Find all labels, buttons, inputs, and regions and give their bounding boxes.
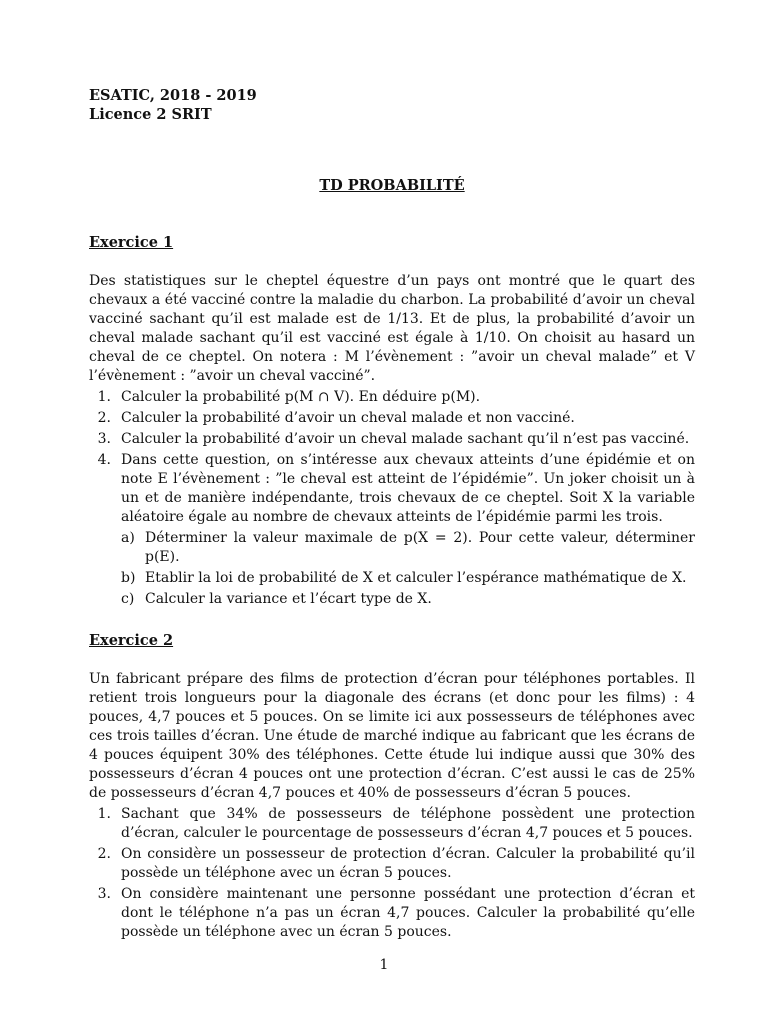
question-text: On considère maintenant une personne possédant une protection d’écran et dont le téléphone n’a pas un écran 4,7 pouces. Calculer la probabilité qu’elle possède un téléphone avec un écran 5 pouces. <box>121 886 695 940</box>
subquestion-text: Calculer la variance et l’écart type de X. <box>145 591 432 607</box>
question-text: Calculer la probabilité d’avoir un cheval malade et non vacciné. <box>121 410 575 426</box>
exercise-2-paragraph: Un fabricant prépare des films de protection d’écran pour téléphones portables. Il retient trois longueurs pour la diagonale des écrans (et donc pour les films) : 4 pouces, 4,7 pouces et 5 pouces. On se limite ici aux possesseurs de téléphones avec ces trois tailles d’écran. Une étude de marché indique au fabricant que les écrans de 4 pouces équipent 30% des téléphones. Cette étude lui indique aussi que 30% des possesseurs d’écran 4 pouces ont une protection d’écran. C’est aussi le cas de 25% de possesseurs d’écran 4,7 pouces et 40% de possesseurs d’écran 5 pouces. <box>89 671 695 801</box>
subquestion-number: b) <box>121 570 136 586</box>
program-level: Licence 2 SRIT <box>89 106 212 123</box>
subquestion-b <box>121 569 695 588</box>
exercise-2-title: Exercice 2 <box>89 632 174 649</box>
exercise-1-paragraph: Des statistiques sur le cheptel équestre d’un pays ont montré que le quart des chevaux a été vacciné contre la maladie du charbon. La probabilité d’avoir un cheval vacciné sachant qu’il est malade est de 1/13. Et de plus, la probabilité d’avoir un cheval malade sachant qu’il est vacciné est égale à 1/10. On choisit au hasard un cheval de ce cheptel. On notera : M l’évènement : ”avoir un cheval malade” et V l’évènement : ”avoir un cheval vacciné”. <box>89 273 695 384</box>
question-text: Calculer la probabilité p(M ∩ V). En déduire p(M). <box>121 389 481 405</box>
question-number: 2. <box>97 846 111 862</box>
question-number: 1. <box>97 389 111 405</box>
exercise-2-question-3 <box>89 885 695 942</box>
exercise-1-title: Exercice 1 <box>89 234 174 251</box>
question-number: 1. <box>97 806 111 822</box>
subquestion-text: Déterminer la valeur maximale de p(X = 2). Pour cette valeur, déterminer p(E). <box>145 530 695 565</box>
document-page <box>89 86 695 942</box>
exercise-2-questions <box>89 805 695 942</box>
question-text: Sachant que 34% de possesseurs de téléphone possèdent une protection d’écran, calculer le pourcentage de possesseurs d’écran 4,7 pouces et 5 pouces. <box>121 806 695 841</box>
subquestion-number: a) <box>121 530 135 546</box>
exercise-1-questions <box>89 388 695 609</box>
question-number: 2. <box>97 410 111 426</box>
question-number: 3. <box>97 431 111 447</box>
exercise-1-question-4 <box>89 451 695 609</box>
question-text: On considère un possesseur de protection d’écran. Calculer la probabilité qu’il possède un téléphone avec un écran 5 pouces. <box>121 846 695 881</box>
exercise-1-question-2 <box>89 409 695 428</box>
exercise-1-question-1 <box>89 388 695 407</box>
subquestion-a <box>121 529 695 567</box>
question-number: 3. <box>97 886 111 902</box>
question-number: 4. <box>97 452 111 468</box>
page-title: TD PROBABILITÉ <box>319 177 465 194</box>
exercise-1-question-3 <box>89 430 695 449</box>
question-text: Calculer la probabilité d’avoir un cheval malade sachant qu’il n’est pas vacciné. <box>121 431 690 447</box>
subquestion-number: c) <box>121 591 135 607</box>
school-year: ESATIC, 2018 - 2019 <box>89 87 257 104</box>
question-text: Dans cette question, on s’intéresse aux chevaux atteints d’une épidémie et on note E l’évènement : ”le cheval est atteint de l’épidémie”. Un joker choisit un à un et de manière indépendante, trois chevaux de ce cheptel. Soit X la variable aléatoire égale au nombre de chevaux atteints de l’épidémie parmi les trois. <box>121 452 695 525</box>
exercise-1-subquestions <box>121 529 695 609</box>
subquestion-c <box>121 590 695 609</box>
page-number: 1 <box>379 957 389 973</box>
exercise-2-question-1 <box>89 805 695 843</box>
subquestion-text: Etablir la loi de probabilité de X et calculer l’espérance mathématique de X. <box>145 570 687 586</box>
exercise-2-question-2 <box>89 845 695 883</box>
